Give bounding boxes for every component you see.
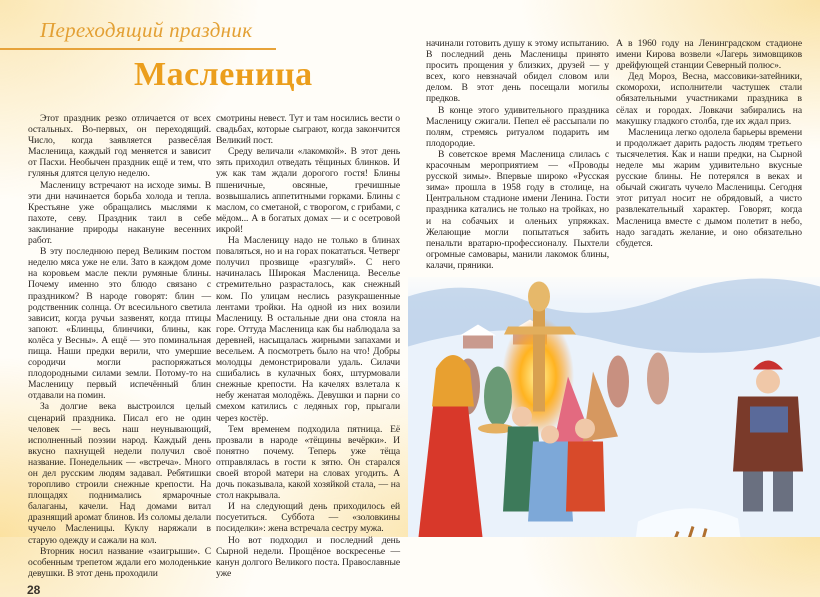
paragraph: Масленица легко одолела барьеры времени и продолжает дарить радость людям третьего тысячелетия. Как и наши предки, на Сырной неделе мы жарим удивительно вкусные русские блины. Не потерялся в веках и обычай сжигать чучело Масленицы. Сегодня этот ритуал носит не обрядовый, а чисто развлекательный характер. Говорят, когда Масленица вместе с дымом полетит в небо, надо загадать желание, и оно обязательно сбудется. bbox=[616, 126, 802, 249]
text-column-4 bbox=[616, 38, 802, 249]
paragraph: Вторник носил название «заигрыши». С особенным трепетом ждали его молоденькие девушки. В этот день проходили bbox=[28, 545, 211, 579]
section-kicker: Переходящий праздник bbox=[40, 18, 253, 42]
paragraph: Тем временем подходила пятница. Её прозвали в народе «тёщины вечёрки». И понятно почему. Теперь уже тёща отправлялась в гости к зятю. Он старался своей второй матери на словах угодить. А дочь показывала, какой хозяйкой стала, — на стол накрывала. bbox=[216, 423, 400, 502]
paragraph: Этот праздник резко отличается от всех остальных. Во-первых, он переходящий. Число, когда заявляется развесёлая Масленица, каждый год меняется и зависит от Пасхи. Необычен праздник ещё и тем, что гулянья длятся целую неделю. bbox=[28, 113, 211, 180]
paragraph: смотрины невест. Тут и там носились вести о свадьбах, которые сыграют, когда закончится Великий пост. bbox=[216, 113, 400, 147]
paragraph: В эту последнюю перед Великим постом неделю мяса уже не ели. Зато в каждом доме на коровьем масле пекли румяные блины. Почему именно это блюдо связано с праздником? В народе говорят: блин — родственник солнца. От всесильного светила зависит, когда ручьи зазвенят, когда птицы запоют. «Блинцы, блинчики, блины, как колёса у Весны». А ещё — это поминальная пища. Наши предки верили, что умершие сородичи могли распоряжаться плодородными силами земли. Потому-то на Масленицу первый испечённый блин отдавали на помин. bbox=[28, 246, 211, 402]
maslenitsa-illustration bbox=[408, 277, 820, 537]
page-number: 28 bbox=[27, 583, 41, 597]
paragraph: А в 1960 году на Ленинградском стадионе имени Кирова возвели «Лагерь зимовщиков дрейфующей станции Северный полюс». bbox=[616, 38, 802, 72]
paragraph: Среду величали «лакомкой». В этот день зять приходил отведать тёщиных блинков. И уж как там ждали дорогого гостя! Блины пшеничные, овсяные, гречишные возвышались аппетитными горками. Блины с маслом, со сметаной, с творогом, с грибами, с мёдом... А в богатых домах — и с осетровой икрой! bbox=[216, 146, 400, 235]
paragraph: За долгие века выстроился целый сценарий праздника. Писал его не один человек — весь наш неунывающий, исполненный поэзии народ. Каждый день вкусно пахнущей недели получил своё название. Понедельник — «встреча». Много он дел русским людям задавал. Ребятишки торопливо строили снежные крепости. На площадях поднимались ярмарочные балаганы, качели. Над домами витал дразнящий аромат блинов. Из соломы делали чучело Масленицы. Куклу наряжали в старую одежду и сажали на кол. bbox=[28, 401, 211, 546]
paragraph: И на следующий день приходилось ей посуетиться. Суббота — «золовкины посиделки»: жена встречала сестру мужа. bbox=[216, 501, 400, 535]
paragraph: начинали готовить душу к этому испытанию. В последний день Масленицы принято просить прощения у близких, друзей — у всех, кого невзначай обидел словом или делом. В этот день посещали могилы предков. bbox=[426, 38, 609, 105]
paragraph: В конце этого удивительного праздника Масленицу сжигали. Пепел её рассыпали по полям, стремясь ритуалом подарить им плодородие. bbox=[426, 104, 609, 149]
text-column-3 bbox=[426, 38, 609, 271]
text-column-1 bbox=[28, 113, 211, 579]
paragraph: Масленицу встречают на исходе зимы. В эти дни начинается борьба холода и тепла. Крестьяне уже обращались мыслями к пахоте, севу. Праздник таил в себе заклинание природы накануне весенних работ. bbox=[28, 179, 211, 247]
paragraph: Но вот подходил и последний день Сырной недели. Прощёное воскресенье — канун долгого Великого поста. Православные уже bbox=[216, 534, 400, 579]
paragraph: Дед Мороз, Весна, массовики-затейники, скоморохи, исполнители частушек стали обязательными участниками праздника в сёлах и городах. Ловкачи забирались на макушку гладкого столба, где их ждал приз. bbox=[616, 71, 802, 127]
kicker-underline bbox=[0, 48, 276, 50]
text-column-2 bbox=[216, 113, 400, 579]
accordion bbox=[750, 407, 788, 433]
paragraph: В советское время Масленица слилась с красочным мероприятием — «Проводы русской зимы». Впервые широко «Русская зима» прошла в 1958 году в столице, на Центральном стадионе имени Ленина. Гости праздника катались не только на тройках, но и на собачьих и оленьих упряжках. Желающие могли попытаться забить пенальти вратарю-профессионалу. Пыхтели огромные самовары, манили лакомок блины, калачи, пряники. bbox=[426, 148, 609, 271]
article-title: Масленица bbox=[134, 56, 313, 93]
paragraph: На Масленицу надо не только в блинах поваляться, но и на горах покататься. Четверг получил прозвище «разгуляй». С него начиналась Широкая Масленица. Веселье стремительно разрасталось, как снежный ком. По улицам неслись разукрашенные лентами тройки. На одной из них возили Масленицу. В остальные дни она стояла на горе. Оттуда Масленица как бы наблюдала за деревней, насыщалась жирными запахами и весельем. А посмотреть было на что! Добры молодцы демонстрировали удаль. Силачи сшибались в кулачных боях, штурмовали снежные крепости. На качелях взлетала к небу женатая молодёжь. Девушки и парни со смехом катились с ледяных гор, прыгали через костёр. bbox=[216, 235, 400, 424]
